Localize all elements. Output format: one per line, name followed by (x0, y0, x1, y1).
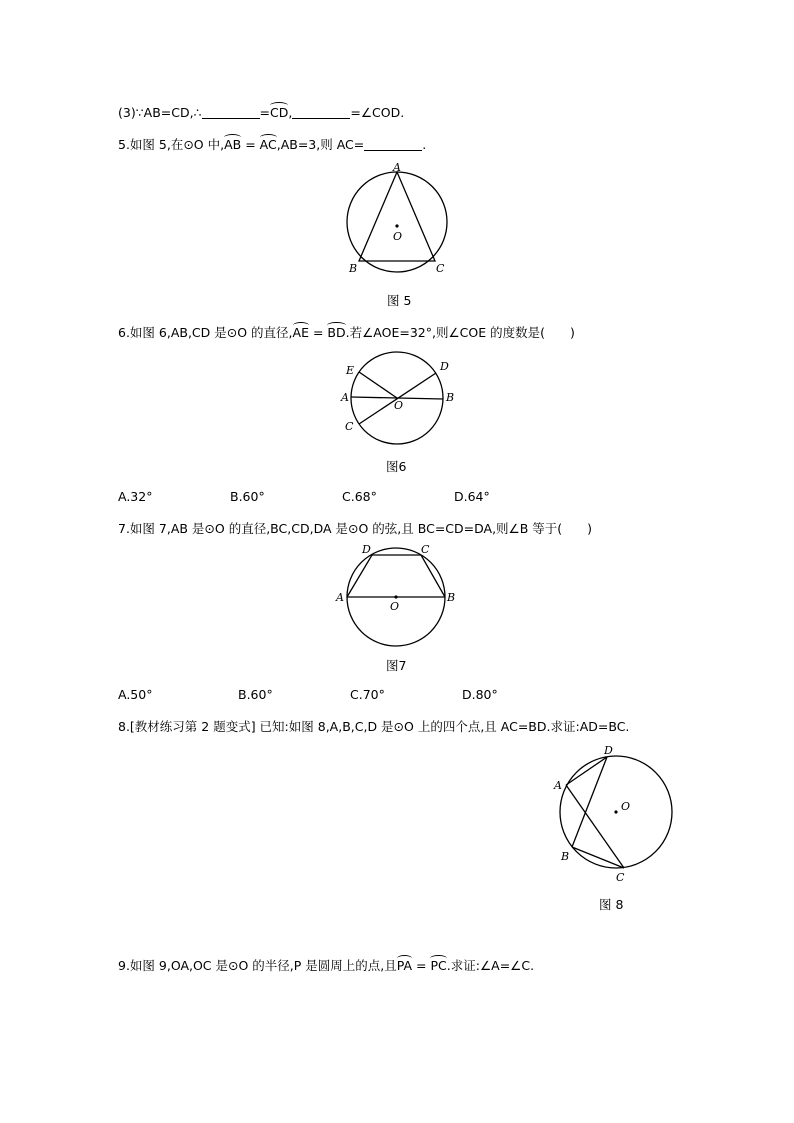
fig8-label-d: D (604, 744, 613, 757)
fig7-caption: 图7 (386, 658, 407, 673)
q6-eq: = (308, 325, 328, 340)
q6-text-a: 6.如图 6,AB,CD 是⊙O 的直径, (118, 325, 293, 340)
q5-end: . (422, 137, 427, 152)
fig7-label-o: O (390, 600, 400, 613)
q6-arc-bd: BD (327, 325, 346, 340)
fig8-caption: 图 8 (599, 897, 624, 912)
q9-eq: = (412, 958, 431, 973)
fig8-label-c: C (616, 871, 625, 884)
q7-line: 7.如图 7,AB 是⊙O 的直径,BC,CD,DA 是⊙O 的弦,且 BC=CD=DA,则∠B 等于( ) (118, 521, 593, 536)
q7-option-b[interactable]: B.60° (238, 687, 273, 702)
q6-arc-ae: AE (292, 325, 309, 340)
fig8-center-dot (614, 810, 617, 813)
fig7-label-b: B (447, 591, 456, 604)
q5-text-b: ,AB=3,则 AC= (276, 137, 365, 152)
q7-option-a[interactable]: A.50° (118, 687, 153, 702)
fig7-label-c: C (421, 543, 430, 556)
q6-option-b[interactable]: B.60° (230, 489, 265, 504)
q9-arc-pc: PC (430, 958, 447, 973)
fig7-label-d: D (362, 543, 371, 556)
q6-text-b: .若∠AOE=32°,则∠COE 的度数是( ) (345, 325, 575, 340)
q9-text-a: 9.如图 9,OA,OC 是⊙O 的半径,P 是圆周上的点,且 (118, 958, 397, 973)
q5-arc-ac: AC (259, 137, 277, 152)
fig8-label-o: O (621, 800, 631, 813)
fig6-label-e: E (346, 364, 355, 377)
q6-option-d[interactable]: D.64° (454, 489, 490, 504)
fig8-label-a: A (554, 779, 562, 792)
q3-eq2: =∠COD. (350, 105, 405, 120)
q3-sep: , (288, 105, 293, 120)
fig6-caption: 图6 (386, 459, 407, 474)
fig7-label-a: A (336, 591, 344, 604)
fig8-chord-ac (566, 785, 624, 868)
fig5-label-o: O (393, 230, 403, 243)
q5-text-a: 5.如图 5,在⊙O 中, (118, 137, 225, 152)
fig5-label-b: B (349, 262, 358, 275)
q6-option-c[interactable]: C.68° (342, 489, 377, 504)
fig8-chord-ad (566, 757, 607, 785)
fig6-label-b: B (446, 391, 455, 404)
q9-arc-pa: PA (396, 958, 413, 973)
q3-prefix: (3)∵AB=CD,∴ (118, 105, 202, 120)
q3-eq1: = (259, 105, 271, 120)
fig6-label-d: D (440, 360, 449, 373)
q5-eq: = (241, 137, 260, 152)
q5-arc-ab: AB (224, 137, 242, 152)
q9-text-b: .求证:∠A=∠C. (446, 958, 535, 973)
fig6-label-a: A (341, 391, 349, 404)
q3-arc-cd: CD (270, 105, 289, 120)
q9-line (118, 958, 534, 974)
q6-option-a[interactable]: A.32° (118, 489, 153, 504)
fig5-label-a: A (393, 161, 401, 174)
q7-option-d[interactable]: D.80° (462, 687, 498, 702)
q8-line: 8.[教材练习第 2 题变式] 已知:如图 8,A,B,C,D 是⊙O 上的四个点,且 AC=BD.求证:AD=BC. (118, 719, 630, 734)
fig8-label-b: B (561, 850, 570, 863)
q7-option-c[interactable]: C.70° (350, 687, 385, 702)
fig5-caption: 图 5 (387, 293, 412, 308)
fig6-label-o: O (394, 399, 404, 412)
fig5-label-c: C (436, 262, 445, 275)
fig6-label-c: C (345, 420, 354, 433)
